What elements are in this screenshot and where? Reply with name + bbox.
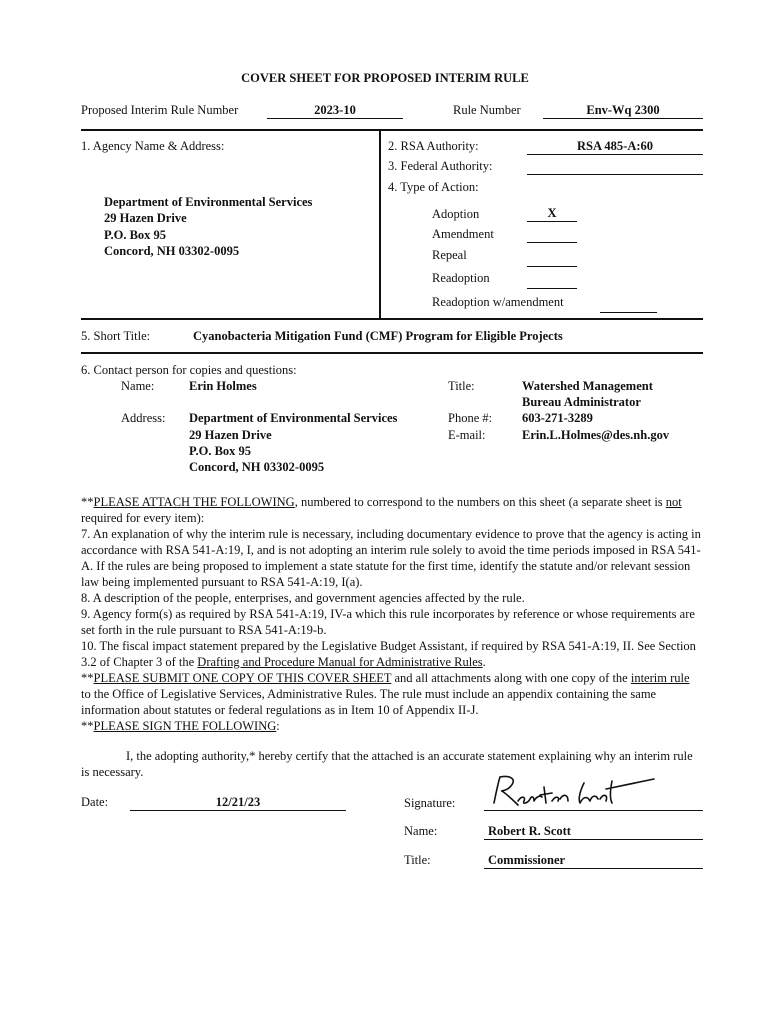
certification-text: I, the adopting authority,* hereby certify that the attached is an accurate statement explaining why an interim rule is necessary. <box>81 749 693 779</box>
contact-label: 6. Contact person for copies and questions: <box>81 363 297 377</box>
action-option-readoption-amendment: Readoption w/amendment <box>432 295 564 309</box>
contact-phone: 603-271-3289 <box>522 411 593 425</box>
agency-po-box: P.O. Box 95 <box>104 228 167 242</box>
instruction-item-9: 9. Agency form(s) as required by RSA 541-A:19, IV-a which this rule incorporates by reference or whose requirements are set forth in the rule pursuant to RSA 541-A:19-b. <box>81 607 695 637</box>
contact-title-label: Title: <box>448 379 475 393</box>
agency-label: 1. Agency Name & Address: <box>81 139 225 153</box>
rule-number-value: Env-Wq 2300 <box>543 103 703 119</box>
type-of-action-label: 4. Type of Action: <box>388 180 479 194</box>
instruction-item-7: 7. An explanation of why the interim rule is necessary, including documentary evidence to prove that the agency is acting in accordance with RSA 541-A:19, I, and is not adopting an interim rule solely to avoid the time periods imposed in RSA 541-A. If the rules are being proposed to implement a state statute for the first time, identify the statute and/or relevant session law being implemented pursuant to RSA 541-A:19, I(a). <box>81 527 701 589</box>
short-title-value: Cyanobacteria Mitigation Fund (CMF) Program for Eligible Projects <box>193 329 563 343</box>
agency-city: Concord, NH 03302-0095 <box>104 244 240 258</box>
action-mark-amendment <box>527 227 577 243</box>
signer-title: Commissioner <box>484 853 703 869</box>
section-divider <box>81 129 703 131</box>
submit-instruction: **PLEASE SUBMIT ONE COPY OF THIS COVER SHEET and all attachments along with one copy of the interim rule to the Office of Legislative Services, Administrative Rules. The rule must include an appendix containing the same information about statutes or federal regulations as in Item 10 of Appendix II-J. <box>81 671 690 717</box>
interim-rule-number-label: Proposed Interim Rule Number <box>81 103 239 117</box>
federal-authority-value <box>527 159 703 175</box>
section-divider <box>81 352 703 354</box>
name-label: Name: <box>404 824 438 838</box>
contact-email-label: E-mail: <box>448 428 486 442</box>
action-option-amendment: Amendment <box>432 227 494 241</box>
federal-authority-label: 3. Federal Authority: <box>388 159 493 173</box>
contact-email: Erin.L.Holmes@des.nh.gov <box>522 428 670 442</box>
contact-phone-label: Phone #: <box>448 411 493 425</box>
date-label: Date: <box>81 795 109 809</box>
contact-address-line1: Department of Environmental Services <box>189 411 398 425</box>
instruction-item-8: 8. A description of the people, enterprises, and government agencies affected by the rule. <box>81 591 525 605</box>
contact-address-line2: 29 Hazen Drive <box>189 428 272 442</box>
action-mark-readoption-amendment <box>600 297 657 313</box>
contact-name-label: Name: <box>121 379 155 393</box>
interim-rule-number-value: 2023-10 <box>267 103 403 119</box>
action-mark-readoption <box>527 273 577 289</box>
instruction-item-10: 10. The fiscal impact statement prepared by the Legislative Budget Assistant, if required by RSA 541-A:19, II. See Section 3.2 of Chapter 3 of the Drafting and Procedure Manual for Administrative Rules. <box>81 639 696 669</box>
agency-name: Department of Environmental Services <box>104 195 313 209</box>
contact-title-line1: Watershed Management <box>522 379 653 393</box>
contact-title-line2: Bureau Administrator <box>522 395 641 409</box>
action-option-adoption: Adoption <box>432 207 480 221</box>
action-option-readoption: Readoption <box>432 271 490 285</box>
rsa-authority-label: 2. RSA Authority: <box>388 139 479 153</box>
contact-address-line4: Concord, NH 03302-0095 <box>189 460 325 474</box>
page-title: COVER SHEET FOR PROPOSED INTERIM RULE <box>241 71 529 85</box>
title-label: Title: <box>404 853 431 867</box>
instructions-block <box>81 494 701 734</box>
section-divider <box>81 318 703 320</box>
signature-label: Signature: <box>404 796 456 810</box>
rsa-authority-value: RSA 485-A:60 <box>527 139 703 155</box>
action-option-repeal: Repeal <box>432 248 467 262</box>
action-mark-adoption: X <box>527 206 577 222</box>
action-mark-repeal <box>527 251 577 267</box>
signer-name: Robert R. Scott <box>484 824 703 840</box>
contact-name: Erin Holmes <box>189 379 257 393</box>
signature-image <box>488 773 668 813</box>
attach-instruction: **PLEASE ATTACH THE FOLLOWING, numbered to correspond to the numbers on this sheet (a separate sheet is not required for every item): <box>81 495 682 525</box>
rule-number-label: Rule Number <box>453 103 521 117</box>
column-divider <box>379 129 381 319</box>
agency-street: 29 Hazen Drive <box>104 211 187 225</box>
sign-instruction: **PLEASE SIGN THE FOLLOWING: <box>81 719 280 733</box>
short-title-label: 5. Short Title: <box>81 329 151 343</box>
date-value: 12/21/23 <box>130 795 346 811</box>
contact-address-label: Address: <box>121 411 166 425</box>
contact-address-line3: P.O. Box 95 <box>189 444 252 458</box>
